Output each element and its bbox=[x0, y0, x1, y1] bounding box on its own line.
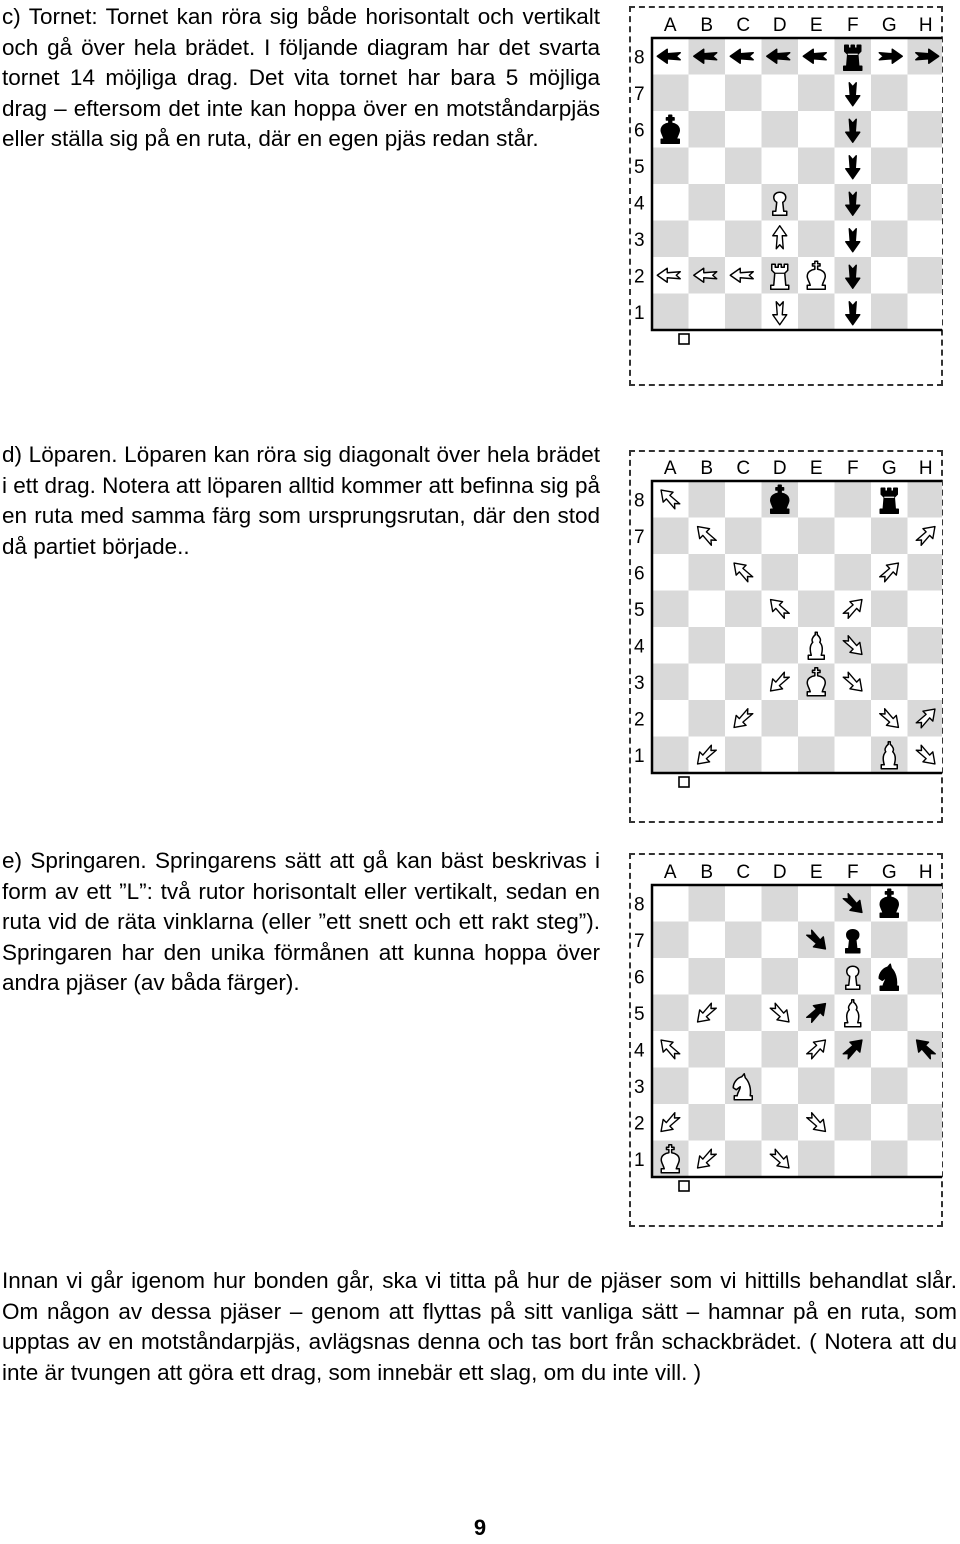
file-label: G bbox=[881, 15, 897, 36]
board-square bbox=[908, 294, 943, 331]
board-square bbox=[652, 148, 689, 185]
board-square bbox=[689, 627, 726, 664]
board-square bbox=[725, 111, 762, 148]
board-square bbox=[652, 184, 689, 221]
board-square bbox=[689, 481, 726, 518]
rook-board-svg bbox=[630, 10, 942, 350]
board-square bbox=[725, 1141, 762, 1178]
board-square bbox=[652, 554, 689, 591]
file-label: G bbox=[881, 862, 897, 883]
board-square bbox=[762, 1104, 799, 1141]
board-square bbox=[725, 995, 762, 1032]
board-square bbox=[652, 518, 689, 555]
board-square bbox=[908, 75, 943, 112]
page-number: 9 bbox=[473, 1515, 487, 1540]
board-square bbox=[908, 221, 943, 258]
rank-label: 3 bbox=[634, 672, 645, 694]
board-square bbox=[835, 481, 872, 518]
file-label: H bbox=[918, 15, 933, 36]
board-square bbox=[798, 184, 835, 221]
rank-label: 8 bbox=[634, 490, 645, 512]
color-indicator bbox=[679, 334, 689, 344]
board-square bbox=[762, 75, 799, 112]
board-square bbox=[725, 221, 762, 258]
rank-label: 1 bbox=[634, 302, 645, 324]
knight-board-svg bbox=[630, 857, 942, 1197]
board-square bbox=[835, 700, 872, 737]
rank-label: 5 bbox=[634, 1003, 645, 1025]
rank-label: 6 bbox=[634, 967, 645, 989]
board-square bbox=[798, 111, 835, 148]
board-square bbox=[871, 1104, 908, 1141]
paragraph-bishop: d) Löparen. Löparen kan röra sig diagonalt över hela brädet i ett drag. Notera att löparen alltid kommer att befinna sig på en ruta med samma färg som ursprungsrutan, där den stod då partiet började.. bbox=[2, 442, 600, 559]
board-square bbox=[871, 591, 908, 628]
file-label: F bbox=[846, 458, 859, 479]
board-square bbox=[798, 1141, 835, 1178]
board-square bbox=[689, 148, 726, 185]
board-square bbox=[871, 995, 908, 1032]
rank-label: 4 bbox=[634, 1040, 645, 1062]
board-square bbox=[798, 148, 835, 185]
board-square bbox=[908, 554, 943, 591]
board-square bbox=[871, 518, 908, 555]
rank-label: 1 bbox=[634, 745, 645, 767]
board-square bbox=[798, 221, 835, 258]
file-label: D bbox=[772, 458, 787, 479]
board-square bbox=[908, 1104, 943, 1141]
board-square bbox=[652, 885, 689, 922]
board-square bbox=[871, 922, 908, 959]
board-square bbox=[652, 700, 689, 737]
rank-label: 4 bbox=[634, 636, 645, 658]
board-square bbox=[689, 885, 726, 922]
board-square bbox=[652, 75, 689, 112]
board-square bbox=[835, 1104, 872, 1141]
rank-label: 5 bbox=[634, 599, 645, 621]
board-square bbox=[908, 257, 943, 294]
board-square bbox=[652, 221, 689, 258]
board-square bbox=[652, 958, 689, 995]
board-square bbox=[762, 700, 799, 737]
rank-label: 6 bbox=[634, 563, 645, 585]
rank-label: 8 bbox=[634, 47, 645, 69]
board-square bbox=[908, 664, 943, 701]
board-square bbox=[835, 554, 872, 591]
knight-diagram bbox=[630, 857, 942, 1197]
board-square bbox=[689, 184, 726, 221]
file-label: D bbox=[772, 862, 787, 883]
board-square bbox=[871, 664, 908, 701]
file-label: E bbox=[809, 15, 823, 36]
board-square bbox=[689, 922, 726, 959]
board-square bbox=[725, 885, 762, 922]
board-square bbox=[725, 591, 762, 628]
board-square bbox=[871, 627, 908, 664]
board-square bbox=[835, 1141, 872, 1178]
board-square bbox=[871, 111, 908, 148]
file-label: E bbox=[809, 862, 823, 883]
board-square bbox=[725, 75, 762, 112]
file-label: D bbox=[772, 15, 787, 36]
board-square bbox=[798, 75, 835, 112]
board-square bbox=[798, 885, 835, 922]
board-square bbox=[652, 294, 689, 331]
rank-label: 2 bbox=[634, 1113, 645, 1135]
rank-label: 4 bbox=[634, 193, 645, 215]
board-square bbox=[908, 1068, 943, 1105]
file-label: C bbox=[736, 862, 751, 883]
file-label: C bbox=[736, 458, 751, 479]
board-square bbox=[871, 1031, 908, 1068]
board-square bbox=[689, 294, 726, 331]
board-square bbox=[908, 885, 943, 922]
rank-label: 3 bbox=[634, 1076, 645, 1098]
board-square bbox=[652, 627, 689, 664]
rook-diagram bbox=[630, 10, 942, 350]
file-label: F bbox=[846, 862, 859, 883]
board-square bbox=[689, 221, 726, 258]
board-square bbox=[871, 221, 908, 258]
board-square bbox=[725, 1104, 762, 1141]
board-square bbox=[835, 1068, 872, 1105]
board-square bbox=[689, 958, 726, 995]
board-square bbox=[798, 958, 835, 995]
board-square bbox=[871, 184, 908, 221]
board-square bbox=[835, 737, 872, 774]
board-square bbox=[762, 148, 799, 185]
board-square bbox=[762, 885, 799, 922]
file-label: E bbox=[809, 458, 823, 479]
board-square bbox=[798, 554, 835, 591]
board-square bbox=[725, 481, 762, 518]
color-indicator bbox=[679, 777, 689, 787]
file-label: A bbox=[663, 15, 677, 36]
board-square bbox=[871, 1068, 908, 1105]
board-square bbox=[798, 481, 835, 518]
color-indicator bbox=[679, 1181, 689, 1191]
file-label: F bbox=[846, 15, 859, 36]
file-label: B bbox=[700, 15, 714, 36]
file-label: G bbox=[881, 458, 897, 479]
bishop-diagram bbox=[630, 453, 942, 793]
board-square bbox=[798, 518, 835, 555]
rank-label: 1 bbox=[634, 1149, 645, 1171]
board-square bbox=[689, 554, 726, 591]
rank-label: 7 bbox=[634, 83, 645, 105]
board-square bbox=[908, 1141, 943, 1178]
rank-label: 3 bbox=[634, 229, 645, 251]
file-label: B bbox=[700, 458, 714, 479]
board-square bbox=[908, 995, 943, 1032]
board-square bbox=[908, 111, 943, 148]
board-square bbox=[871, 1141, 908, 1178]
board-square bbox=[725, 1031, 762, 1068]
board-square bbox=[798, 591, 835, 628]
board-square bbox=[725, 148, 762, 185]
board-square bbox=[652, 737, 689, 774]
board-square bbox=[725, 627, 762, 664]
board-square bbox=[762, 1068, 799, 1105]
board-square bbox=[762, 518, 799, 555]
board-square bbox=[908, 922, 943, 959]
board-square bbox=[908, 591, 943, 628]
board-square bbox=[689, 1031, 726, 1068]
paragraph-knight: e) Springaren. Springarens sätt att gå kan bäst beskrivas i form av ett ”L”: två rutor horisontalt eller vertikalt, sedan en ruta vid de räta vinklarna (eller ”ett snett och ett rakt steg”). Springaren har den unika förmånen att kunna hoppa över andra pjäser (av båda färger). bbox=[2, 848, 600, 995]
board-square bbox=[652, 1068, 689, 1105]
rank-label: 6 bbox=[634, 120, 645, 142]
paragraph-rook: c) Tornet: Tornet kan röra sig både horisontalt och vertikalt och gå över hela brädet. I följande diagram har det svarta tornet 14 möjliga drag. Det vita tornet har bara 5 möjliga drag – eftersom det inte kan hoppa över en motståndarpjäs eller ställa sig på en ruta, där en egen pjäs redan står. bbox=[2, 4, 600, 151]
board-square bbox=[798, 1068, 835, 1105]
board-square bbox=[871, 75, 908, 112]
file-label: A bbox=[663, 458, 677, 479]
file-label: C bbox=[736, 15, 751, 36]
board-square bbox=[762, 554, 799, 591]
board-square bbox=[762, 111, 799, 148]
board-square bbox=[652, 591, 689, 628]
board-square bbox=[725, 922, 762, 959]
board-square bbox=[725, 294, 762, 331]
board-square bbox=[652, 922, 689, 959]
board-square bbox=[689, 700, 726, 737]
board-square bbox=[725, 664, 762, 701]
board-square bbox=[725, 958, 762, 995]
board-square bbox=[908, 148, 943, 185]
board-square bbox=[689, 1104, 726, 1141]
board-square bbox=[908, 958, 943, 995]
file-label: H bbox=[918, 862, 933, 883]
rank-label: 7 bbox=[634, 526, 645, 548]
board-square bbox=[725, 737, 762, 774]
board-square bbox=[762, 958, 799, 995]
board-square bbox=[652, 664, 689, 701]
file-label: A bbox=[663, 862, 677, 883]
board-square bbox=[762, 1031, 799, 1068]
board-square bbox=[689, 75, 726, 112]
board-square bbox=[908, 627, 943, 664]
bishop-board-svg bbox=[630, 453, 942, 793]
board-square bbox=[725, 184, 762, 221]
board-square bbox=[798, 737, 835, 774]
paragraph-capture: Innan vi går igenom hur bonden går, ska vi titta på hur de pjäser som vi hittills behandlat slår. Om någon av dessa pjäser – genom att flyttas på sitt vanliga sätt – hamnar på en ruta, som upptas av en motståndarpjäs, avlägsnas denna och tas bort från schackbrädet. ( Notera att du inte är tvungen att göra ett drag, som innebär ett slag, om du inte vill. ) bbox=[2, 1268, 957, 1385]
board-square bbox=[835, 518, 872, 555]
board-square bbox=[908, 184, 943, 221]
rank-label: 2 bbox=[634, 266, 645, 288]
board-square bbox=[908, 481, 943, 518]
board-square bbox=[762, 737, 799, 774]
rank-label: 7 bbox=[634, 930, 645, 952]
board-square bbox=[798, 700, 835, 737]
board-square bbox=[798, 294, 835, 331]
board-square bbox=[762, 922, 799, 959]
board-square bbox=[725, 518, 762, 555]
board-square bbox=[689, 1068, 726, 1105]
board-square bbox=[871, 148, 908, 185]
rank-label: 2 bbox=[634, 709, 645, 731]
board-square bbox=[689, 664, 726, 701]
board-square bbox=[689, 591, 726, 628]
board-square bbox=[871, 257, 908, 294]
board-square bbox=[762, 627, 799, 664]
board-square bbox=[689, 111, 726, 148]
rank-label: 5 bbox=[634, 156, 645, 178]
rank-label: 8 bbox=[634, 894, 645, 916]
board-square bbox=[871, 294, 908, 331]
board-square bbox=[652, 995, 689, 1032]
file-label: H bbox=[918, 458, 933, 479]
file-label: B bbox=[700, 862, 714, 883]
